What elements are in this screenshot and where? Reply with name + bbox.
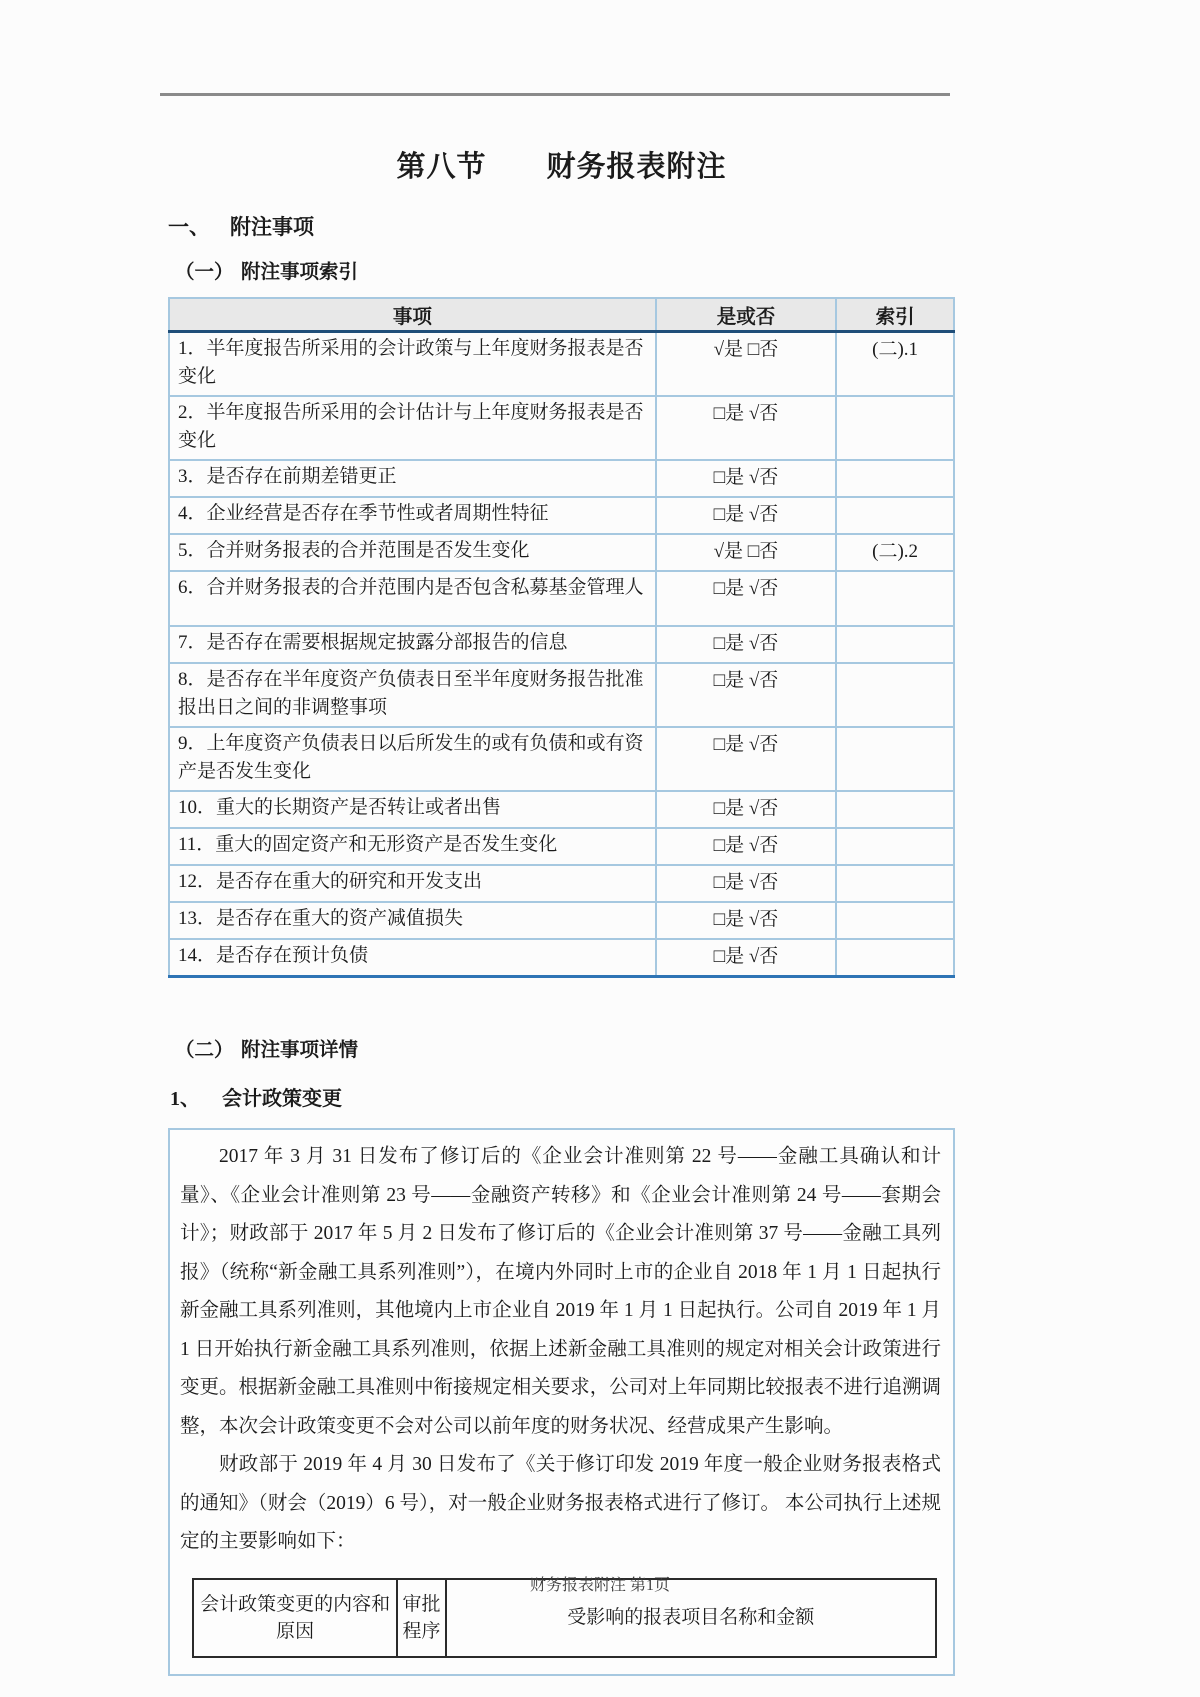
table-row [169,902,954,939]
section-number: 一、 [168,215,210,239]
yesno-cell: □是 √否 [656,460,837,497]
index-cell [836,865,954,902]
policy-paragraph-2: 财政部于 2019 年 4 月 30 日发布了《关于修订印发 2019 年度一般企业财务报表格式的通知》（财会（2019）6 号），对一般企业财务报表格式进行了修订。 本公司执行上述规定的主要影响如下： [180,1454,941,1552]
item-cell: 6．合并财务报表的合并范围内是否包含私募基金管理人 [169,571,656,626]
table-row [169,332,954,397]
section-label: 附注事项 [230,215,314,239]
table-row [169,396,954,460]
section-heading-note-items [168,211,955,241]
table-row [169,939,954,977]
index-cell [836,497,954,534]
yesno-cell: □是 √否 [656,626,837,663]
table-row [169,626,954,663]
subsection-heading-details [168,1034,955,1062]
detail-header-affected-items: 受影响的报表项目名称和金额 [446,1579,936,1657]
index-cell [836,571,954,626]
page-title: 第八节 财务报表附注 [396,151,727,183]
index-cell [836,396,954,460]
index-cell [836,727,954,791]
yesno-cell: □是 √否 [656,497,837,534]
page-content [168,96,955,1676]
yesno-cell: √是 □否 [656,534,837,571]
subsection-number: （一） [175,262,234,283]
item-cell: 10．重大的长期资产是否转让或者出售 [169,791,656,828]
subsection-number: （二） [175,1040,234,1061]
subsection-heading-index [168,256,955,284]
yesno-cell: √是 □否 [656,332,837,397]
yesno-cell: □是 √否 [656,571,837,626]
subsection-label: 附注事项详情 [241,1040,359,1061]
item-cell: 1．半年度报告所采用的会计政策与上年度财务报表是否变化 [169,332,656,397]
index-cell [836,939,954,977]
table-row [169,727,954,791]
table-row [169,460,954,497]
yesno-cell: □是 √否 [656,939,837,977]
yesno-cell: □是 √否 [656,727,837,791]
item-label: 会计政策变更 [222,1088,342,1110]
yesno-cell: □是 √否 [656,828,837,865]
item-cell: 2．半年度报告所采用的会计估计与上年度财务报表是否变化 [169,396,656,460]
table-row [169,497,954,534]
item-cell: 5．合并财务报表的合并范围是否发生变化 [169,534,656,571]
index-cell: (二).1 [836,332,954,397]
table-row [169,791,954,828]
header-yesno: 是或否 [656,298,837,332]
item-cell: 13．是否存在重大的资产减值损失 [169,902,656,939]
index-cell [836,460,954,497]
header-item: 事项 [169,298,656,332]
yesno-cell: □是 √否 [656,865,837,902]
yesno-cell: □是 √否 [656,791,837,828]
subsection-label: 附注事项索引 [241,262,359,283]
item-cell: 8．是否存在半年度资产负债表日至半年度财务报告批准报出日之间的非调整事项 [169,663,656,727]
item-heading-accounting-policy-change [168,1082,955,1111]
item-cell: 7．是否存在需要根据规定披露分部报告的信息 [169,626,656,663]
policy-paragraph-1: 2017 年 3 月 31 日发布了修订后的《企业会计准则第 22 号——金融工具确认和计量》、《企业会计准则第 23 号——金融资产转移》和《企业会计准则第 24 号——套期会计》；财政部于 2017 年 5 月 2 日发布了修订后的《企业会计准则第 37 号——金融工具列报》（统称“新金融工具系列准则”），在境内外同时上市的企业自 2018 年 1 月 1 日起执行新金融工具系列准则，其他境内上市企业自 2019 年 1 月 1 日起执行。公司自 2019 年 1 月 1 日开始执行新金融工具系列准则，依据上述新金融工具准则的规定对相关会计政策进行变更。根据新金融工具准则中衔接规定相关要求，公司对上年同期比较报表不进行追溯调整，本次会计政策变更不会对公司以前年度的财务状况、经营成果产生影响。 [180,1146,941,1437]
detail-header-approval: 审批程序 [397,1579,445,1657]
table-row [169,663,954,727]
item-cell: 11．重大的固定资产和无形资产是否发生变化 [169,828,656,865]
note-items-index-table [168,297,955,978]
detail-header-content-reason: 会计政策变更的内容和原因 [193,1579,397,1657]
index-cell [836,791,954,828]
yesno-cell: □是 √否 [656,902,837,939]
table-row [169,534,954,571]
table-row [169,571,954,626]
item-cell: 4．企业经营是否存在季节性或者周期性特征 [169,497,656,534]
item-cell: 12．是否存在重大的研究和开发支出 [169,865,656,902]
item-cell: 3．是否存在前期差错更正 [169,460,656,497]
yesno-cell: □是 √否 [656,663,837,727]
item-cell: 14．是否存在预计负债 [169,939,656,977]
index-cell [836,626,954,663]
index-cell: (二).2 [836,534,954,571]
index-cell [836,902,954,939]
index-cell [836,828,954,865]
page-footer: 财务报表附注 第1页 [529,1577,670,1594]
item-cell: 9．上年度资产负债表日以后所发生的或有负债和或有资产是否发生变化 [169,727,656,791]
index-cell [836,663,954,727]
table-header-row [169,298,954,332]
table-row [169,828,954,865]
item-number: 1、 [170,1088,200,1110]
header-index: 索引 [836,298,954,332]
yesno-cell: □是 √否 [656,396,837,460]
table-row [169,865,954,902]
